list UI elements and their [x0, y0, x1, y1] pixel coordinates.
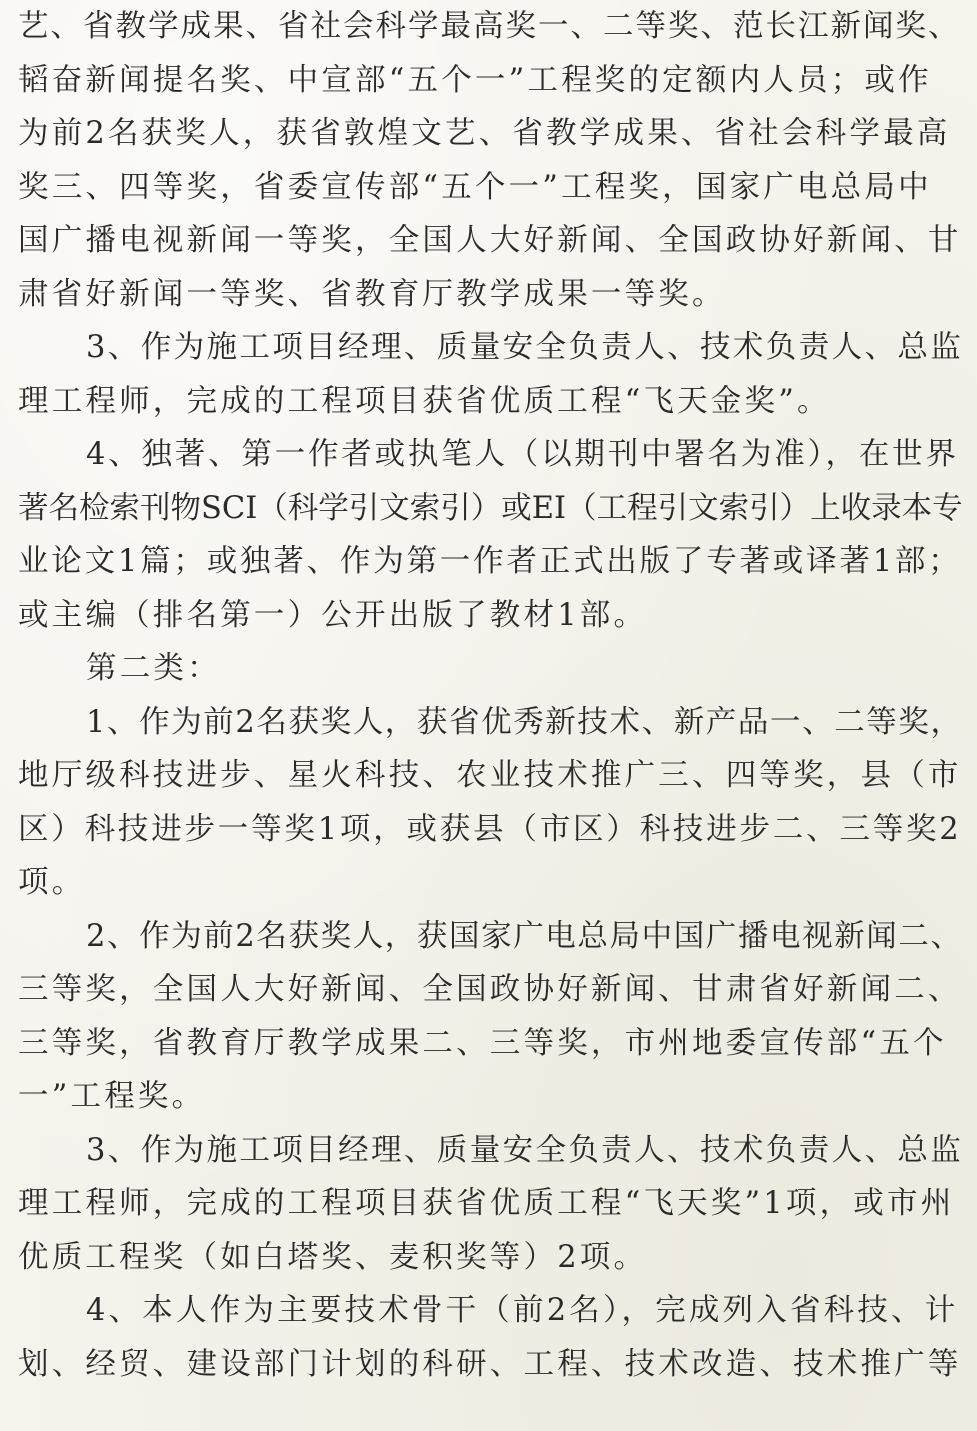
text-line: 优质工程奖（如白塔奖、麦积奖等）2项。	[18, 1239, 648, 1275]
text-line: 项。	[18, 865, 86, 900]
text-line: 4、独著、第一作者或执笔人（以期刊中署名为准），在世界	[86, 437, 959, 472]
text-line: 艺、省教学成果、省社会科学最高奖一、二等奖、范长江新闻奖、	[18, 9, 961, 44]
text-line: 地厅级科技进步、星火科技、农业技术推广三、四等奖，县（市	[18, 758, 962, 793]
paragraph-item-4b	[18, 1284, 963, 1391]
text-line: 3、作为施工项目经理、质量安全负责人、技术负责人、总监	[86, 330, 963, 365]
text-line: 为前2名获奖人，获省敦煌文艺、省教学成果、省社会科学最高	[18, 116, 951, 151]
text-line: 著名检索刊物SCI（科学引文索引）或EI（工程引文索引）上收录本专	[18, 490, 963, 526]
text-line: 三等奖，全国人大好新闻、全国政协好新闻、甘肃省好新闻二、	[18, 972, 962, 1007]
paragraph-item-4	[18, 428, 963, 642]
text-line: 一”工程奖。	[18, 1079, 206, 1114]
heading-text: 第二类：	[86, 651, 221, 686]
text-line: 国广播电视新闻一等奖，全国人大好新闻、全国政协好新闻、甘	[18, 223, 962, 258]
paragraph-item-3b	[18, 1124, 963, 1285]
text-line: 韬奋新闻提名奖、中宣部“五个一”工程奖的定额内人员；或作	[18, 62, 932, 98]
text-line: 理工程师，完成的工程项目获省优质工程“飞天金奖”。	[18, 383, 831, 419]
paragraph-item-2	[18, 910, 963, 1124]
section-heading	[18, 642, 963, 696]
text-line: 区）科技进步一等奖1项，或获县（市区）科技进步二、三等奖2	[18, 811, 962, 847]
text-line: 2、作为前2名获奖人，获国家广电总局中国广播电视新闻二、	[86, 918, 963, 954]
paragraph-continuation	[18, 0, 963, 321]
text-line: 或主编（排名第一）公开出版了教材1部。	[18, 597, 648, 633]
text-line: 三等奖，省教育厅教学成果二、三等奖，市州地委宣传部“五个	[18, 1025, 947, 1061]
text-line: 1、作为前2名获奖人，获省优秀新技术、新产品一、二等奖，	[86, 704, 963, 740]
paragraph-item-1	[18, 696, 963, 910]
text-line: 4、本人作为主要技术骨干（前2名），完成列入省科技、计	[86, 1293, 959, 1328]
text-line: 业论文1篇；或独著、作为第一作者正式出版了专著或译著1部；	[18, 544, 962, 579]
paragraph-item-3	[18, 321, 963, 428]
text-line: 划、经贸、建设部门计划的科研、工程、技术改造、技术推广等	[18, 1346, 962, 1382]
text-line: 肃省好新闻一等奖、省教育厅教学成果一等奖。	[18, 276, 726, 312]
text-line: 奖三、四等奖，省委宣传部“五个一”工程奖，国家广电总局中	[18, 169, 932, 205]
text-line: 3、作为施工项目经理、质量安全负责人、技术负责人、总监	[86, 1132, 963, 1168]
text-line: 理工程师，完成的工程项目获省优质工程“飞天奖”1项，或市州	[18, 1186, 955, 1221]
